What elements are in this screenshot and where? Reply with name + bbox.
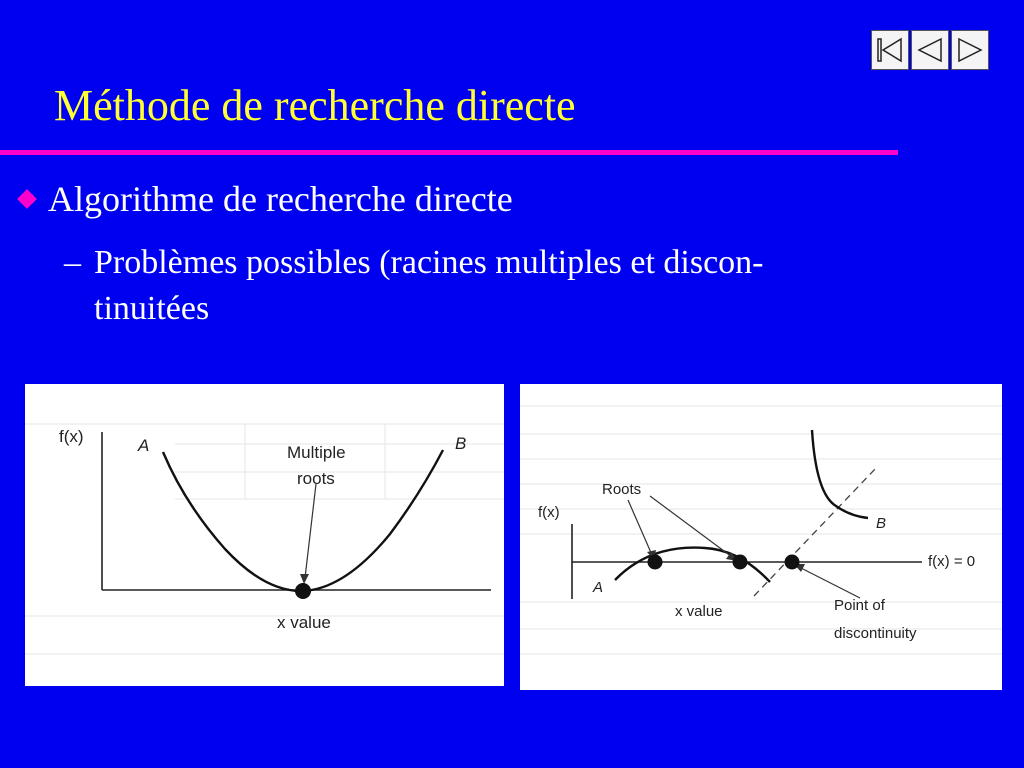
axis-equation-label: f(x) = 0 <box>928 553 976 570</box>
annotation-arrow <box>305 484 316 578</box>
discontinuity-point <box>785 555 800 570</box>
next-slide-button[interactable] <box>951 30 989 70</box>
slide-navigation <box>871 30 989 70</box>
first-slide-button[interactable] <box>871 30 909 70</box>
discontinuity-label-line1: Point of <box>834 597 885 614</box>
diamond-bullet-icon <box>17 189 37 209</box>
annotation-label-line2: roots <box>297 469 335 488</box>
root-point-1 <box>648 555 663 570</box>
root-point-2 <box>733 555 748 570</box>
sub-bullet-text-line2: tinuitées <box>94 290 210 327</box>
curve-b <box>812 430 868 518</box>
slide-title: Méthode de recherche directe <box>54 81 576 130</box>
previous-icon <box>915 35 945 65</box>
y-axis-label: f(x) <box>538 504 560 521</box>
curve-label-a: A <box>138 436 150 455</box>
sub-bullet-text-line1: Problèmes possibles (racines multiples et discon- <box>94 244 764 281</box>
next-icon <box>955 35 985 65</box>
bullet-text: Algorithme de recherche directe <box>48 179 513 219</box>
sub-bullet-item <box>64 240 964 332</box>
discontinuity-arrow <box>799 567 860 598</box>
roots-label: Roots <box>602 481 642 498</box>
x-axis-label: x value <box>675 603 723 620</box>
curve-label-b: B <box>876 515 887 532</box>
previous-slide-button[interactable] <box>911 30 949 70</box>
multiple-roots-figure <box>25 384 504 686</box>
first-slide-icon <box>875 35 905 65</box>
x-axis-label: x value <box>277 613 331 632</box>
scan-background-lines <box>25 424 504 654</box>
multiple-root-point <box>295 583 311 599</box>
arrow-head <box>300 574 309 584</box>
sub-bullet-dash: – <box>64 244 81 281</box>
title-divider <box>0 150 898 155</box>
y-axis-label: f(x) <box>59 427 84 446</box>
bullet-item <box>14 178 513 220</box>
asymptote-line <box>754 468 876 596</box>
scan-background-lines <box>520 406 1002 654</box>
curve-label-b: B <box>455 434 467 453</box>
discontinuity-label-line2: discontinuity <box>834 625 917 642</box>
curve-label-a: A <box>593 579 604 596</box>
discontinuity-figure <box>520 384 1002 690</box>
roots-arrow-1 <box>628 500 652 555</box>
annotation-label-line1: Multiple <box>287 443 346 462</box>
